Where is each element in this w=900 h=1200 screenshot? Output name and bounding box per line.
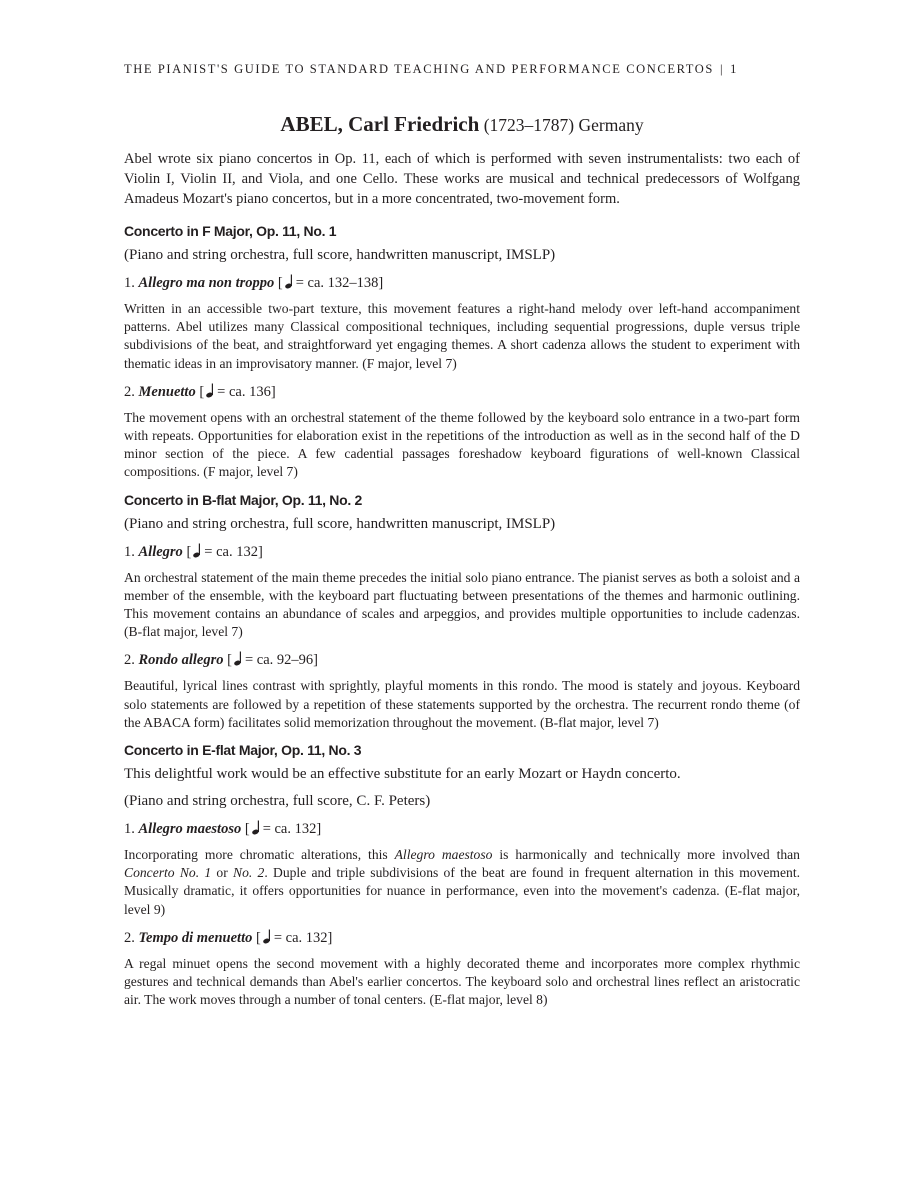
quarter-note-icon <box>206 383 215 403</box>
quarter-note-icon <box>234 651 243 671</box>
movement-number: 1. <box>124 275 135 291</box>
movement-heading: 2. Tempo di menuetto [ = ca. 132] <box>124 929 800 949</box>
running-head-separator: | <box>719 62 725 76</box>
movement-title: Rondo allegro <box>138 652 224 669</box>
movement-number: 1. <box>124 543 135 560</box>
running-head-title: THE PIANIST'S GUIDE TO STANDARD TEACHING AND PERFORMANCE CONCERTOS <box>124 62 714 76</box>
movement-heading: 1. Allegro [ = ca. 132] <box>124 543 800 563</box>
running-head <box>124 62 792 77</box>
movement-tempo: = ca. 132 <box>273 929 328 946</box>
movement-heading: 1. Allegro maestoso [ = ca. 132] <box>124 820 800 840</box>
composer-intro: Abel wrote six piano concertos in Op. 11, each of which is performed with seven instrumentalists: two each of Violin I, Violin II, and Viola, and one Cello. These works are musical and technical predecessors of Wolfgang Amadeus Mozart's piano concertos, but in a more concentrated, two-movement form. <box>124 151 800 207</box>
movement-heading: 2. Menuetto [ = ca. 136] <box>124 383 800 403</box>
composer-country: Germany <box>578 115 644 135</box>
movement-description: An orchestral statement of the main theme precedes the initial solo piano entrance. The pianist serves as both a soloist and a member of the ensemble, with the keyboard part fluctuating between presentations of the themes and harmonic outlining. This movement contains an abundance of scales and arpeggios, and provides multiple opportunities to include cadenzas. (B-flat major, level 7) <box>124 569 800 640</box>
movement-number: 1. <box>124 821 135 838</box>
movement-number: 2. <box>124 929 135 946</box>
movement-title: Menuetto <box>138 383 196 400</box>
movement-heading: 1. Allegro ma non troppo [ = ca. 132–138] <box>124 274 800 294</box>
movement-title: Allegro ma non troppo <box>138 275 275 291</box>
movement-description: Written in an accessible two-part texture, this movement features a right-hand melody over left-hand accompaniment patterns. Abel utilizes many Classical compositional techniques, including sequential progressions, duple versus triple subdivisions of the beat, and straightforward yet engaging themes. A short cadenza allows the student to experiment with thematic ideas in an improvisatory manner. (F major, level 7) <box>124 301 800 371</box>
quarter-note-icon <box>285 274 294 294</box>
quarter-note-icon <box>263 929 272 949</box>
movement-number: 2. <box>124 652 135 669</box>
concerto-note: This delightful work would be an effective substitute for an early Mozart or Haydn concerto. <box>124 766 681 783</box>
composer-name: ABEL, Carl Friedrich <box>280 112 480 136</box>
concerto-title: Concerto in B-flat Major, Op. 11, No. 2 <box>124 491 363 508</box>
movement-description: Incorporating more chromatic alterations, this Allegro maestoso is harmonically and technically more involved than Concerto No. 1 or No. 2. Duple and triple subdivisions of the beat are found in frequent alternation in this movement. Musically dramatic, it offers opportunities for nuance in performance, even into the movement's cadenza. (E-flat major, level 9) <box>124 847 800 917</box>
concerto-edition: (Piano and string orchestra, full score, C. F. Peters) <box>124 793 431 810</box>
movement-title: Tempo di menuetto <box>138 929 253 946</box>
concerto-title: Concerto in F Major, Op. 11, No. 1 <box>124 223 337 239</box>
concerto-edition: (Piano and string orchestra, full score, handwritten manuscript, IMSLP) <box>124 247 556 263</box>
movement-tempo: = ca. 92–96 <box>244 652 314 669</box>
movement-title: Allegro <box>138 543 183 560</box>
movement-title: Allegro maestoso <box>138 821 242 838</box>
quarter-note-icon <box>193 543 202 563</box>
concerto-title: Concerto in E-flat Major, Op. 11, No. 3 <box>124 742 362 759</box>
page-content <box>124 112 800 1019</box>
movement-description: A regal minuet opens the second movement with a highly decorated theme and incorporates more complex rhythmic gestures and technical demands than Abel's earlier concertos. The keyboard solo and orchestral lines reflect an aristocratic air. The work moves through a number of tonal centers. (E-flat major, level 8) <box>124 955 800 1008</box>
movement-heading: 2. Rondo allegro [ = ca. 92–96] <box>124 651 800 671</box>
concerto-edition: (Piano and string orchestra, full score, handwritten manuscript, IMSLP) <box>124 515 556 532</box>
page-number: 1 <box>730 62 738 76</box>
movement-description: Beautiful, lyrical lines contrast with sprightly, playful moments in this rondo. The mood is stately and joyous. Keyboard solo statements are followed by a repetition of these statements supported by the orchestra. The recurrent rondo theme (of the ABACA form) facilitates solid memorization throughout the movement. (B-flat major, level 7) <box>124 678 800 730</box>
composer-dates: (1723–1787) <box>483 115 575 135</box>
movement-tempo: = ca. 132 <box>262 821 317 838</box>
movement-description: The movement opens with an orchestral statement of the theme followed by the keyboard solo entrance in a two-part form with repeats. Opportunities for elaboration exist in the repetitions of the introduction as well as in the second half of the D minor section of the piece. A few cadential passages foreshadow keyboard figurations of well-known Classical compositions. (F major, level 7) <box>124 409 800 480</box>
movement-tempo: = ca. 136 <box>217 383 271 400</box>
quarter-note-icon <box>252 820 261 840</box>
composer-heading <box>124 112 800 137</box>
movement-number: 2. <box>124 383 135 400</box>
movement-tempo: = ca. 132–138 <box>295 275 379 291</box>
movement-tempo: = ca. 132 <box>204 543 258 560</box>
